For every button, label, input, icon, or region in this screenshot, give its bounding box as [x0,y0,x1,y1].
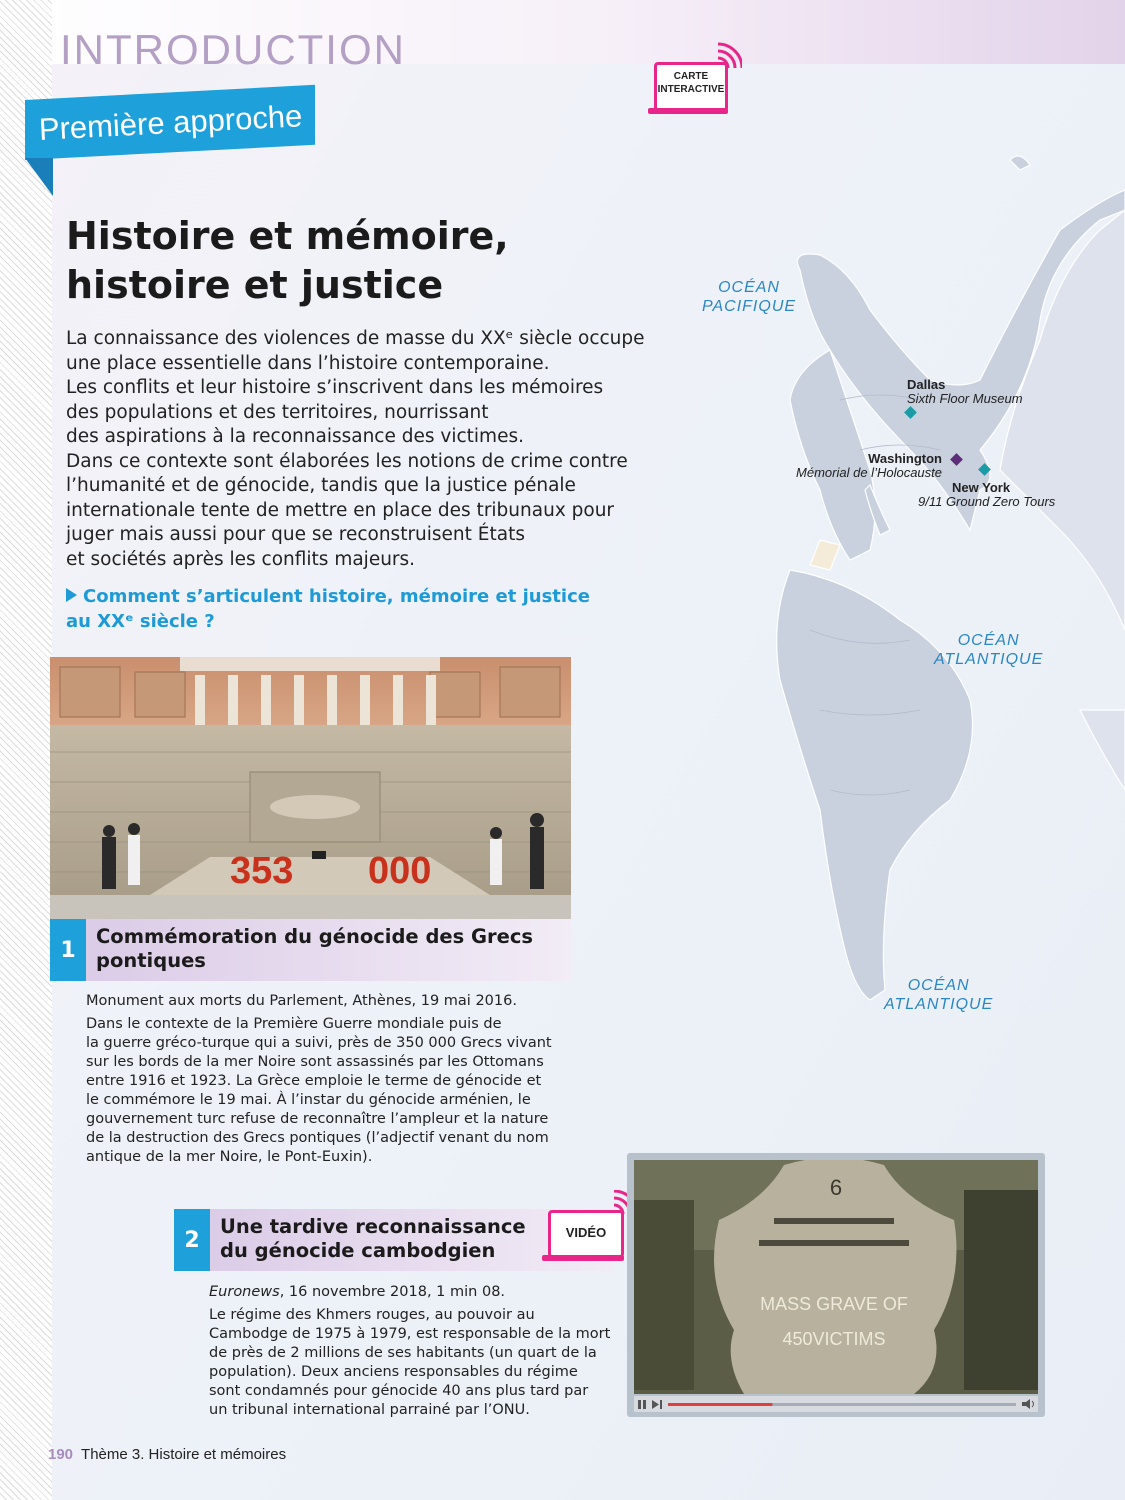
doc1-title [96,925,533,973]
doc2-title-line-2: du génocide cambodgien [220,1239,496,1262]
ocean-atlantic-north-line-2: ATLANTIQUE [934,651,1044,668]
doc2-source-name: Euronews [209,1284,280,1300]
video-frame-image [634,1160,1038,1394]
lead-line: Dans ce contexte sont élaborées les notions de crime contre [66,450,628,472]
ocean-pacific-label [702,278,796,316]
doc2-title [220,1215,526,1263]
problematic-question [66,584,590,634]
athens-monument-photo [50,657,571,919]
city-washington-site: Mémorial de l’Holocauste [796,465,942,480]
approche-badge-tab [25,158,53,196]
lead-line: La connaissance des violences de masse du XXᵉ siècle occupe [66,328,645,349]
sign-number: 6 [829,1175,843,1200]
doc2-text-line: Le régime des Khmers rouges, au pouvoir au [209,1307,535,1323]
title-line-1: Histoire et mémoire, [66,214,509,258]
progress-fill [668,1403,772,1406]
lead-line: juger mais aussi pour que se reconstruisent États [66,524,525,545]
video-button-label: VIDÉO [565,1225,607,1240]
africa-land [1080,710,1125,790]
doc2-text-line: population). Deux anciens responsables du régime [209,1364,578,1380]
city-washington [792,452,942,480]
sign-line-2: 450VICTIMS [782,1329,886,1349]
page-number: 190 [48,1446,74,1463]
play-triangle-icon [66,588,77,602]
doc1-source [86,992,517,1011]
monument-platform [150,857,490,895]
ocean-atlantic-south-line-2: ATLANTIQUE [884,996,994,1013]
lead-line: internationale tente de mettre en place des tribunaux pour [66,499,615,521]
cuba-highlight [810,540,840,570]
city-dallas-name: Dallas [907,377,946,392]
page-footer [48,1446,286,1463]
doc2-source-rest: , 16 novembre 2018, 1 min 08. [279,1284,506,1300]
city-dallas [907,378,1023,406]
video-button[interactable] [548,1210,624,1258]
doc1-text-line: de la destruction des Grecs pontiques (l’adjectif venant du nom [86,1130,549,1146]
section-title: INTRODUCTION [60,26,406,73]
doc1-source-line: Monument aux morts du Parlement, Athènes, 19 mai 2016. [86,993,517,1009]
doc1-header [50,919,571,981]
video-controls [634,1396,1038,1412]
lead-line: Les conflits et leur histoire s’inscrivent dans les mémoires [66,377,604,398]
question-line-2: au XXᵉ siècle ? [66,611,215,632]
lead-line: et sociétés après les conflits majeurs. [66,548,416,570]
doc2-title-line-1: Une tardive reconnaissance [220,1215,526,1238]
doc2-text-line: Cambodge de 1975 à 1979, est responsable de la mort [209,1326,611,1342]
doc1-text-line: entre 1916 et 1923. La Grèce emploie le terme de génocide et [86,1073,542,1089]
video-player[interactable] [627,1153,1045,1417]
wifi-icon [714,42,742,70]
north-america-east [1000,210,1125,630]
question-line-1: Comment s’articulent histoire, mémoire et justice [83,586,590,607]
doc1-text-line: antique de la mer Noire, le Pont-Euxin). [86,1149,373,1165]
doc1-number: 1 [50,919,86,981]
city-new-york-site: 9/11 Ground Zero Tours [918,494,1056,509]
carte-line1: CARTE [673,71,709,82]
ocean-atlantic-north-line-1: OCÉAN [957,632,1020,649]
doc1-title-line-1: Commémoration du génocide des Grecs [96,925,534,948]
doc1-text-line: gouvernement turc refuse de reconnaître l’ampleur et la nature [86,1111,549,1127]
ocean-atlantic-south-label [884,976,993,1014]
flower-number-right: 000 [368,850,432,892]
doc1-text-line: la guerre gréco-turque qui a suivi, près de 350 000 Grecs vivant [86,1035,552,1051]
doc1-text-line: le commémore le 19 mai. À l’instar du génocide arménien, le [86,1092,531,1108]
doc2-number: 2 [174,1209,210,1271]
lead-line: une place essentielle dans l’histoire contemporaine. [66,352,550,374]
city-new-york-name: New York [952,480,1011,495]
theme-label: Thème 3. Histoire et mémoires [81,1446,287,1463]
carte-line2: INTERACTIVE [657,84,725,95]
approche-badge-label: Première approche [38,98,304,147]
city-new-york [918,481,1055,509]
lead-line: l’humanité et de génocide, tandis que la justice pénale [66,475,576,496]
doc2-text-line: de près de 2 millions de ses habitants (un quart de la [209,1345,597,1361]
lead-line: des populations et des territoires, nourrissant [66,401,489,423]
margin-hatch [0,0,52,1500]
ocean-atlantic-south-line-1: OCÉAN [907,977,970,994]
title-line-2: histoire et justice [66,263,444,307]
ocean-pacific-line-1: OCÉAN [718,279,780,296]
doc1-title-line-2: pontiques [96,949,206,972]
city-washington-name: Washington [868,451,942,466]
lead-line: des aspirations à la reconnaissance des victimes. [66,426,524,447]
doc2-source [209,1283,505,1302]
sign-line-1: MASS GRAVE OF [760,1294,908,1314]
flower-number-left: 353 [230,850,294,892]
doc2-text-line: un tribunal international parrainé par l’ONU. [209,1402,530,1418]
laptop-base-icon [648,108,728,114]
ocean-atlantic-north-label [934,631,1043,669]
laptop-base-icon [542,1255,624,1261]
doc1-text-line: sur les bords de la mer Noire sont assassinés par les Ottomans [86,1054,544,1070]
page-title [66,212,509,310]
doc2-text-line: sont condamnés pour génocide 40 ans plus tard par [209,1383,589,1399]
ocean-pacific-line-2: PACIFIQUE [702,298,797,315]
doc1-text-line: Dans le contexte de la Première Guerre mondiale puis de [86,1016,502,1032]
doc1-text [86,1015,552,1167]
doc2-text [209,1306,610,1420]
city-dallas-site: Sixth Floor Museum [907,391,1023,406]
intro-paragraph [66,327,686,572]
